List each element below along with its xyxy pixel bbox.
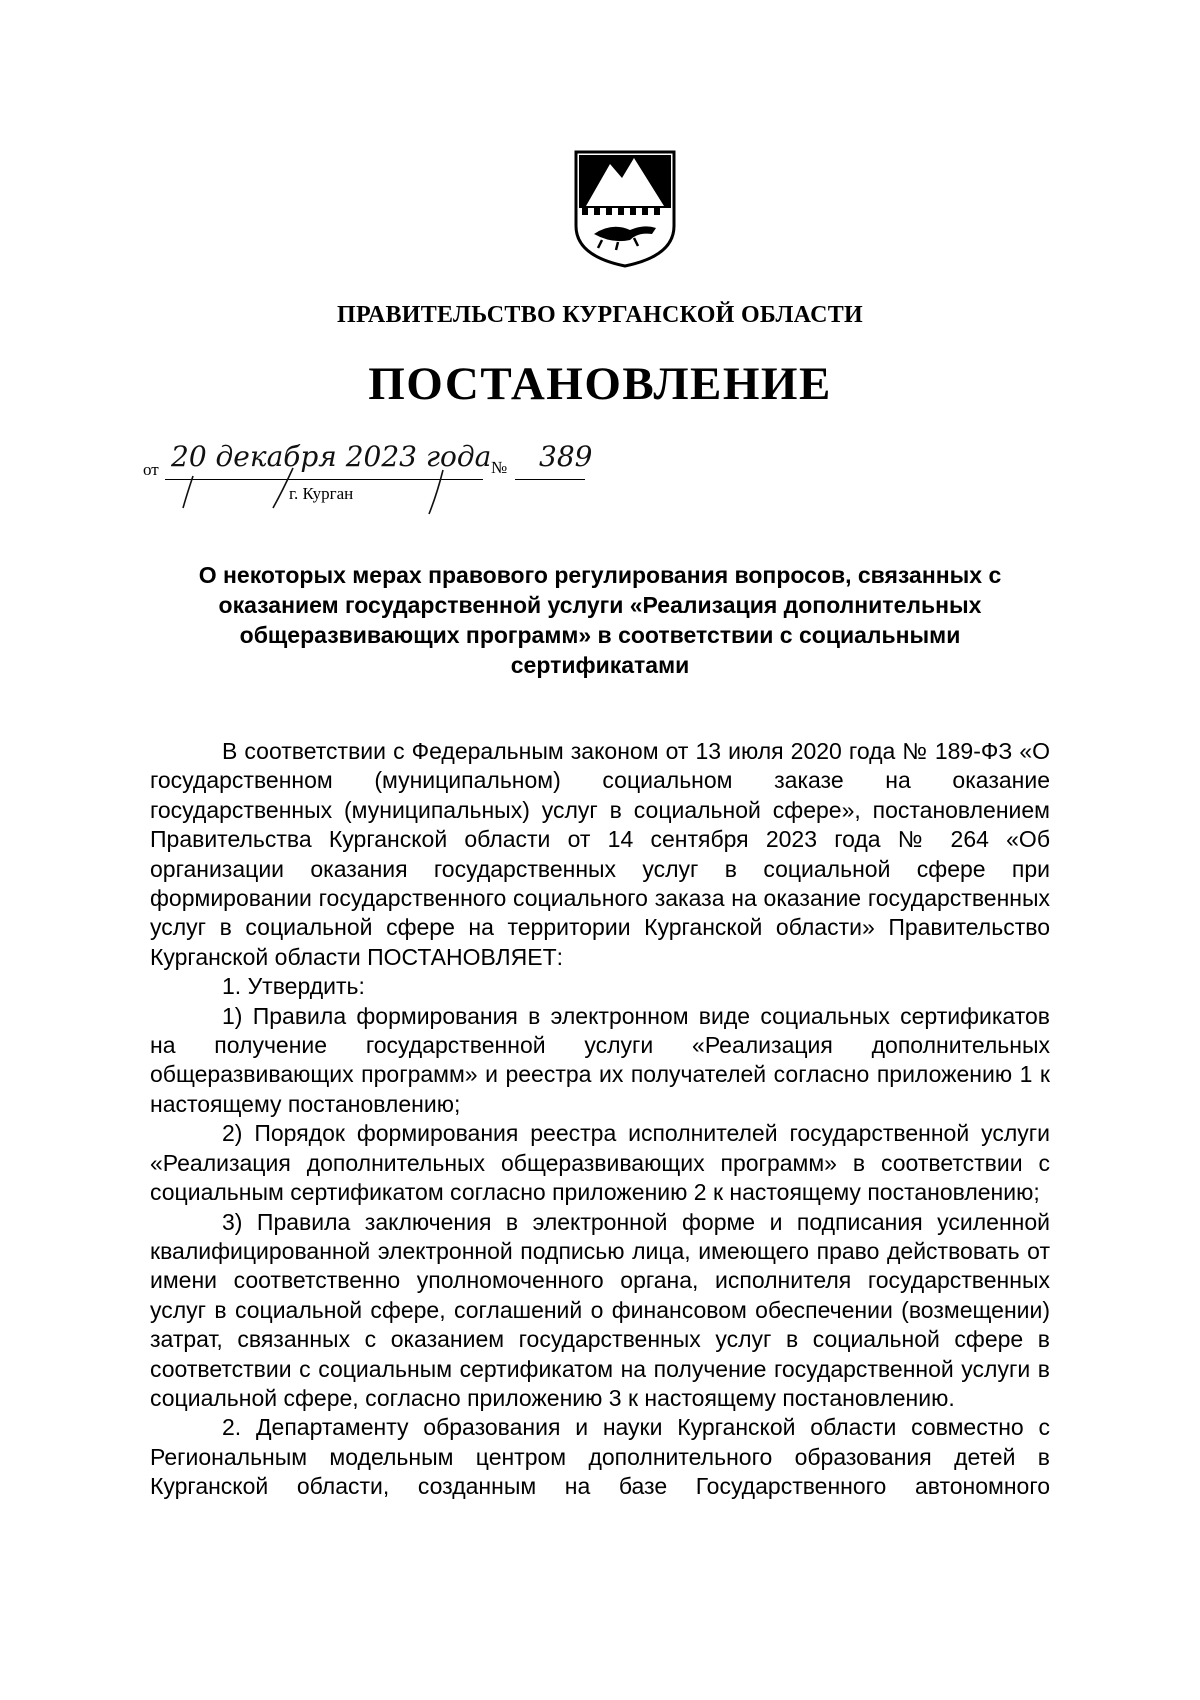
paragraph-1-3: 3) Правила заключения в электронной форме и подписания усиленной квалифицированной электронной подписью лица, имеющего право действовать от имени соответственно уполномоченного органа, исполнителя государственных услуг в социальной сфере, соглашений о финансовом обеспечении (возмещении) затрат, связанных с оказанием государственных услуг в социальной сфере в соответствии с социальным сертификатом на получение государственной услуги в социальной сфере, согласно приложению 3 к настоящему постановлению.: [150, 1208, 1050, 1411]
city: г. Курган: [289, 484, 354, 503]
document-body: [150, 737, 1050, 1502]
handwritten-number: 389: [539, 440, 593, 473]
document-type: ПОСТАНОВЛЕНИЕ: [368, 358, 832, 410]
document-title: О некоторых мерах правового регулирования вопросов, связанных с оказанием государственной услуги «Реализация дополнительных общеразвивающих программ» в соответствии с социальными сертификатами: [198, 562, 1002, 678]
from-label: от: [143, 460, 159, 479]
paragraph-1-2: 2) Порядок формирования реестра исполнителей государственной услуги «Реализация дополнительных общеразвивающих программ» в соответствии с социальным сертификатом согласно приложению 2 к настоящему постановлению;: [150, 1120, 1050, 1206]
date-number-line: [143, 438, 663, 518]
handwritten-date: 20 декабря 2023 года: [171, 440, 492, 473]
handwriting-strokes: [143, 438, 663, 518]
paragraph-1-1: 1) Правила формирования в электронном виде социальных сертификатов на получение государственной услуги «Реализация дополнительных общеразвивающих программ» и реестра их получателей согласно приложению 1 к настоящему постановлению;: [150, 1002, 1050, 1117]
kurgan-coat-of-arms-icon: [572, 148, 678, 268]
paragraph-preamble: В соответствии с Федеральным законом от 13 июля 2020 года № 189-ФЗ «О государственном (муниципальном) социальном заказе на оказание государственных (муниципальных) услуг в социальной сфере», постановлением Правительства Курганской области от 14 сентября 2023 года № 264 «Об организации оказания государственных услуг в социальной сфере при формировании государственного социального заказа на оказание государственных услуг в социальной сфере на территории Курганской области» Правительство Курганской области ПОСТАНОВЛЯЕТ:: [150, 738, 1050, 970]
government-name: ПРАВИТЕЛЬСТВО КУРГАНСКОЙ ОБЛАСТИ: [336, 302, 864, 328]
paragraph-2: 2. Департаменту образования и науки Курганской области совместно с Региональным модельным центром дополнительного образования детей в Курганской области, созданным на базе Государственного автономного: [150, 1414, 1050, 1500]
number-label: №: [491, 458, 508, 477]
paragraph-1: 1. Утвердить:: [222, 973, 365, 1000]
